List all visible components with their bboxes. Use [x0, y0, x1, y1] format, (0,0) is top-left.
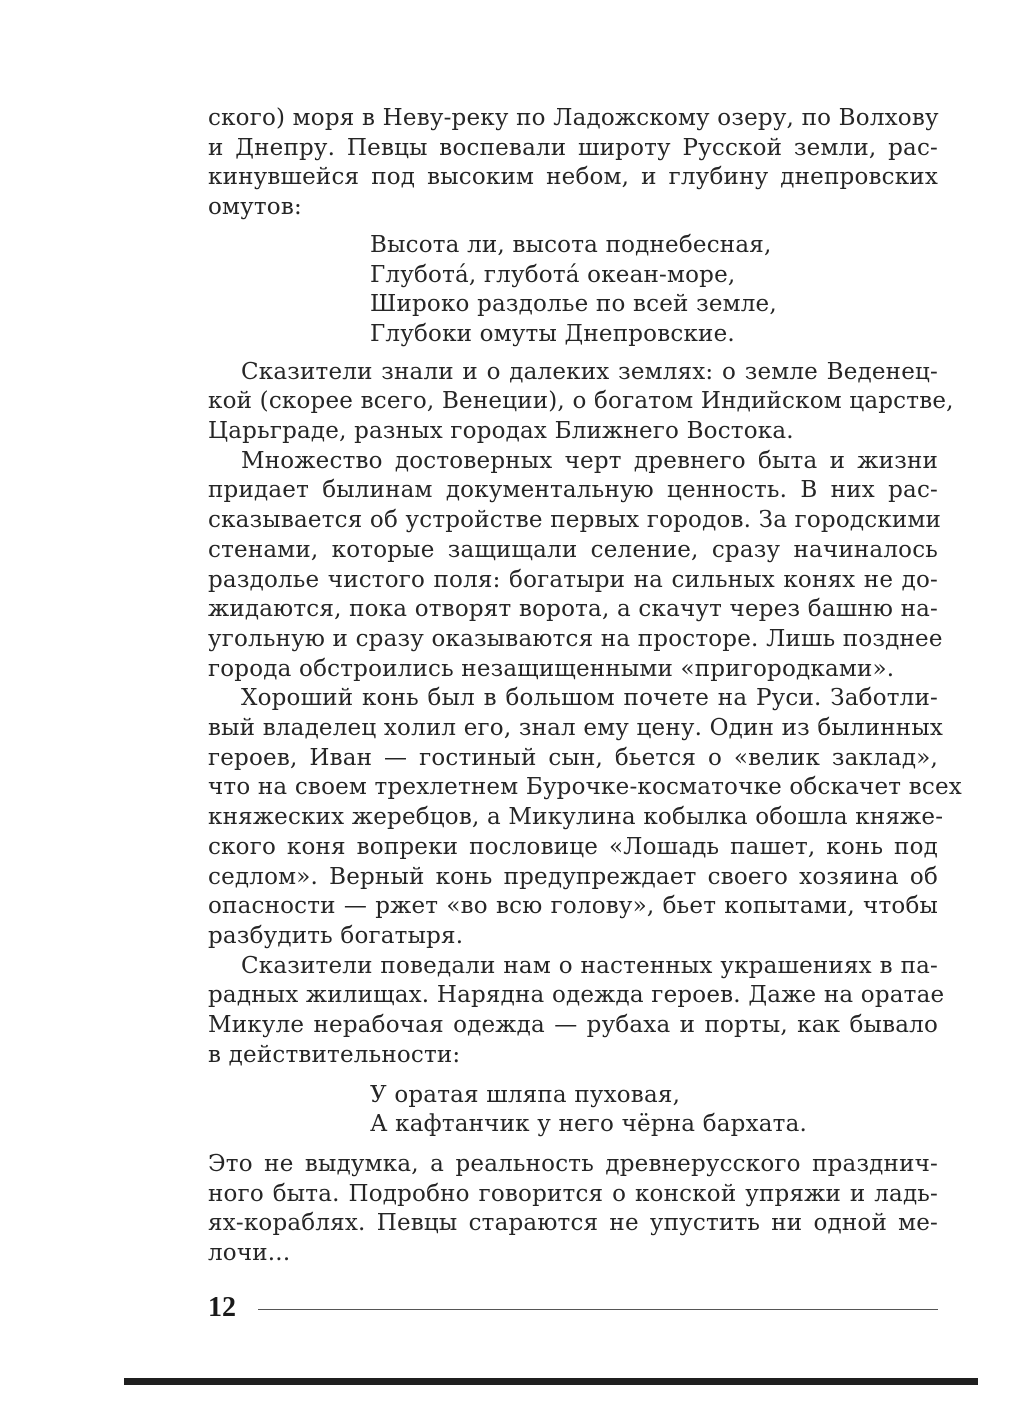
text-line: ского коня вопреки пословице «Лошадь пашет, конь под	[208, 833, 938, 860]
text-line: раздолье чистого поля: богатыри на сильных конях не до-	[208, 566, 938, 593]
text-line: омутов:	[208, 194, 302, 221]
text-line: разбудить богатыря.	[208, 922, 464, 949]
verse-line: Высота ли, высота поднебесная,	[370, 231, 772, 258]
text-line: Сказители знали и о далеких землях: о земле Веденец-	[241, 358, 938, 385]
paragraph-5	[208, 952, 945, 1071]
paragraph-2	[208, 358, 954, 447]
text-line: Царьграде, разных городах Ближнего Востока.	[208, 418, 794, 445]
text-line: Микуле нерабочая одежда — рубаха и порты, как бывало	[208, 1012, 938, 1039]
page-body	[208, 104, 962, 1269]
text-line: ского) моря в Неву-реку по Ладожскому озеру, по Волхову	[208, 105, 939, 131]
text-line: города обстроились незащищенными «пригородками».	[208, 655, 895, 682]
paragraph-1	[208, 104, 938, 223]
text-line: сказывается об устройстве первых городов. За городскими	[208, 507, 942, 534]
paragraph-6	[208, 1150, 938, 1269]
text-line: вый владелец холил его, знал ему цену. Один из былинных	[208, 715, 944, 742]
text-line: кой (скорее всего, Венеции), о богатом Индийском царстве,	[208, 388, 954, 415]
text-line: угольную и сразу оказываются на просторе. Лишь позднее	[208, 625, 943, 652]
verse-line: А кафтанчик у него чёрна бархата.	[370, 1111, 808, 1138]
text-line: жидаются, пока отворят ворота, а скачут через башню на-	[208, 596, 938, 623]
paragraph-3	[208, 447, 943, 685]
page-number: 12	[208, 1292, 236, 1323]
verse-line: Глубота́, глубота́ океан-море,	[370, 261, 736, 288]
text-line: в действительности:	[208, 1041, 461, 1068]
text-line: героев, Иван — гостиный сын, бьется о «велик заклад»,	[208, 744, 938, 771]
text-line: кинувшейся под высоким небом, и глубину днепровских	[208, 164, 938, 191]
verse-line: У оратая шляпа пуховая,	[370, 1081, 681, 1108]
text-line: Хороший конь был в большом почете на Руси. Заботли-	[241, 685, 938, 712]
text-line: Сказители поведали нам о настенных украшениях в па-	[241, 952, 938, 979]
verse-1	[370, 231, 938, 350]
verse-line: Широко раздолье по всей земле,	[370, 291, 777, 318]
text-line: придает былинам документальную ценность. В них рас-	[208, 477, 938, 504]
text-line: княжеских жеребцов, а Микулина кобылка обошла княже-	[208, 804, 944, 831]
footer-rule	[258, 1309, 938, 1310]
verse-2	[370, 1081, 938, 1140]
text-line: Это не выдумка, а реальность древнерусского празднич-	[208, 1150, 938, 1177]
text-line: седлом». Верный конь предупреждает своего хозяина об	[208, 863, 938, 890]
text-line: лочи...	[208, 1240, 291, 1267]
text-line: опасности — ржет «во всю голову», бьет копытами, чтобы	[208, 893, 938, 920]
text-line: Множество достоверных черт древнего быта и жизни	[241, 447, 938, 474]
text-line: ях-кораблях. Певцы стараются не упустить ни одной ме-	[208, 1210, 938, 1237]
text-line: радных жилищах. Нарядна одежда героев. Даже на оратае	[208, 982, 945, 1009]
text-line: ного быта. Подробно говорится о конской упряжи и ладь-	[208, 1180, 938, 1207]
paragraph-4	[208, 684, 962, 951]
text-line: и Днепру. Певцы воспевали широту Русской земли, рас-	[208, 134, 938, 161]
scan-edge-bar	[124, 1378, 978, 1385]
text-line: что на своем трехлетнем Бурочке-косматочке обскачет всех	[208, 774, 962, 801]
verse-line: Глубоки омуты Днепровские.	[370, 320, 735, 347]
text-line: стенами, которые защищали селение, сразу начиналось	[208, 536, 938, 563]
